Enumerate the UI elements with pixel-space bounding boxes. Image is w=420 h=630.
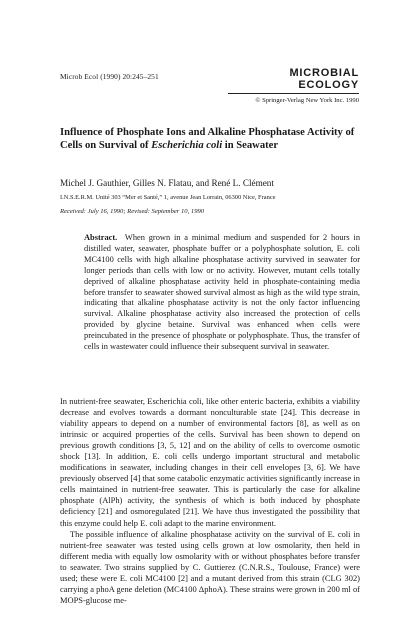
abstract (84, 233, 360, 353)
journal-title: MICROBIAL ECOLOGY (228, 67, 359, 94)
article-title-part1: Influence of Phosphate Ions and Alkaline Phosphatase Activity of Cells on Survival of (60, 127, 355, 152)
received-dates: Received: July 16, 1990; Revised: September 10, 1990 (60, 208, 205, 215)
article-authors: Michel J. Gauthier, Gilles N. Flatau, and René L. Clément (60, 178, 274, 188)
article-title (60, 126, 360, 153)
article-title-part2: in Seawater (222, 140, 279, 152)
publisher-copyright: © Springer-Verlag New York Inc. 1990 (255, 97, 359, 104)
abstract-label: Abstract. (84, 233, 118, 242)
author-affiliation: I.N.S.E.R.M. Unité 303 “Mer et Santé,” 1, avenue Jean Lorrain, 06300 Nice, France (60, 194, 276, 201)
journal-masthead (228, 67, 359, 104)
body-paragraph-1: In nutrient-free seawater, Escherichia coli, like other enteric bacteria, exhibits a viability decrease and evolves towards a dormant nonculturable state [24]. This decrease in viability appears to depend on a number of environmental factors [8], as well as on intrinsic or acquired properties of the cells. Survival has been shown to depend on previous growth conditions [3, 5, 12] and on the ability of cells to overcome osmotic shock [13]. In addition, E. coli cells undergo important structural and metabolic modifications in seawater, including changes in their cell envelopes [3, 6]. We have previously observed [4] that some catabolic enzymatic activities significantly increase in cells maintained in nutrient-free seawater. This is particularly the case for alkaline phosphate (AlPh) activity, the synthesis of which is both induced by phosphate deficiency [21] and osmoregulated [21]. We have thus investigated the possibility that this enzyme could help E. coli adapt to the marine environment. (60, 396, 360, 528)
article-body (60, 396, 360, 606)
body-paragraph-2: The possible influence of alkaline phosphatase activity on the survival of E. coli in nutrient-free seawater was tested using cells grown at low osmolarity, then held in different media with equally low osmolarity with or without phosphates before transfer to seawater. Two strains supplied by C. Guttierez (C.N.R.S., Toulouse, France) were used; these were E. coli MC4100 [2] and a mutant derived from this strain (CLG 302) carrying a phoA gene deletion (MC4100 ΔphoA). These strains were grown in 200 ml of MOPS-glucose me- (60, 528, 360, 605)
article-title-species: Escherichia coli (151, 140, 223, 152)
abstract-text: When grown in a minimal medium and suspended for 2 hours in distilled water, seawater, phosphate buffer or a polyphosphate solution, E. coli MC4100 cells with high alkaline phosphatase activity survived in seawater for longer periods than cells with low or no activity. However, mutant cells totally deprived of alkaline phosphatase activity held in phosphate-containing media before transfer to seawater showed survival almost as high as the wild type strain, indicating that alkaline phosphatase activity is not the only factor influencing survival. Alkaline phosphatase activity also increased the protection of cells provided by glycine betaine. Survival was enhanced when cells were preincubated in the presence of phosphate or polyphosphate. Thus, the transfer of cells in wastewater could influence their subsequent survival in seawater. (84, 233, 361, 352)
journal-citation: Microb Ecol (1990) 20:245–251 (60, 72, 159, 81)
